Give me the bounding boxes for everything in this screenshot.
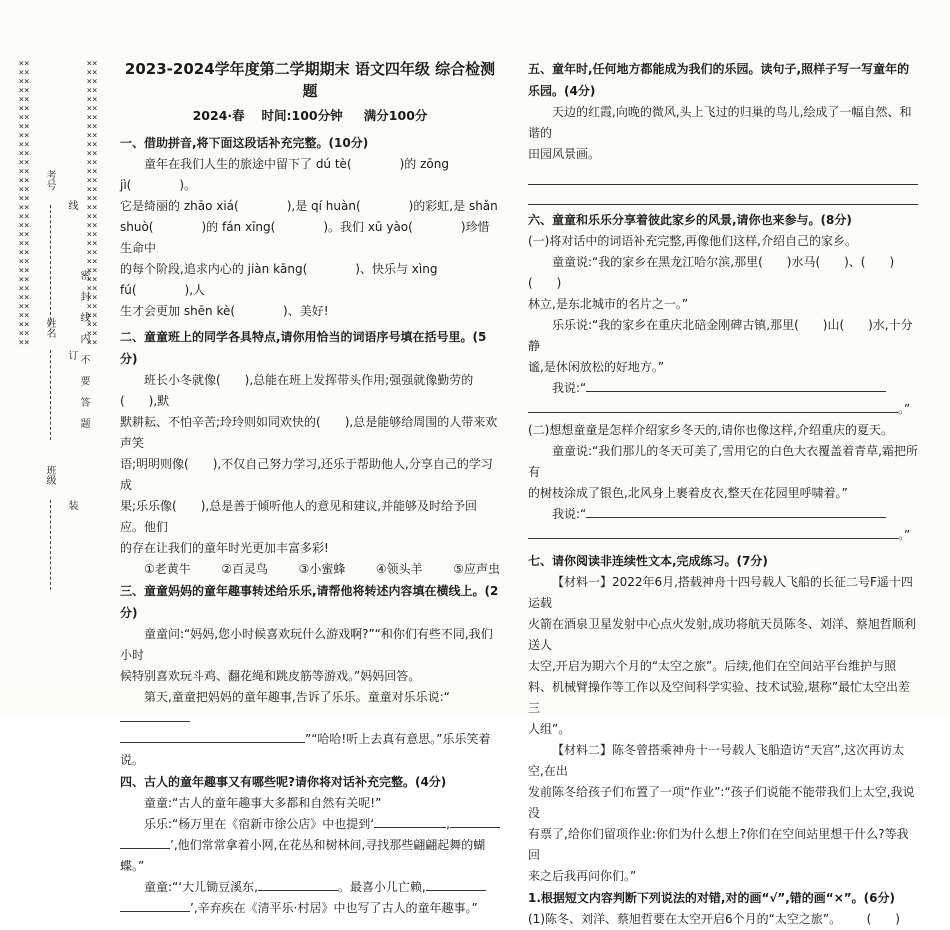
s4-text: ’,他们常常拿着小网,在花丛和树林间,寻找那些翩翩起舞的蝴蝶。” bbox=[120, 838, 486, 873]
option-item: ④领头羊 bbox=[375, 562, 423, 576]
answer-blank[interactable] bbox=[120, 848, 170, 849]
material-2-line: 【材料二】陈冬曾搭乘神舟十一号载人飞船造访“天宫”,这次再访太空,在出 bbox=[528, 743, 905, 778]
my-answer-label: 我说:“ bbox=[552, 507, 587, 521]
material-1-line: 【材料一】2022年6月,搭载神舟十四号载人飞船的长征二号F遥十四运载 bbox=[528, 575, 913, 610]
section-5-title: 五、童年时,任何地方都能成为我们的乐园。读句子,照样子写一写童年的乐园。(4分) bbox=[528, 62, 910, 98]
section-4-title: 四、古人的童年趣事又有哪些呢?请你将对话补充完整。(4分) bbox=[120, 775, 447, 789]
option-item: ⑤应声虫 bbox=[453, 562, 500, 576]
s1-line: 生才会更加 shēn kè( )、美好! bbox=[120, 304, 329, 318]
answer-blank[interactable] bbox=[120, 911, 190, 912]
exam-title: 2023-2024学年度第二学期期末 语文四年级 综合检测题 bbox=[124, 60, 496, 100]
s4-text: 童童:“‘大儿锄豆溪东, bbox=[144, 880, 258, 894]
s1-line: 它是绮丽的 zhāo xiá( ),是 qí huàn( )的彩虹,是 shǎn bbox=[120, 199, 498, 213]
class-line bbox=[50, 500, 51, 590]
seal-warning: 密 封 线 内 不 要 答 题 bbox=[78, 270, 89, 433]
answer-blank[interactable] bbox=[528, 538, 898, 539]
s7-item bbox=[528, 909, 918, 930]
s4-line bbox=[120, 814, 500, 835]
s6-line: 谧,是休闲放松的好地方。” bbox=[528, 360, 665, 374]
answer-blank[interactable] bbox=[120, 742, 305, 743]
s2-line: 默耕耘、不怕辛苦;玲玲则如同欢快的( ),总是能够给周围的人带来欢声笑 bbox=[120, 415, 498, 450]
s3-line: 候特别喜欢玩斗鸡、翻花绳和跳皮筋等游戏。”妈妈回答。 bbox=[120, 669, 421, 683]
answer-line[interactable] bbox=[528, 185, 918, 205]
s2-line: 班长小冬就像( ),总能在班上发挥带头作用;强强就像勤劳的( ),默 bbox=[120, 373, 474, 408]
quote-end: 。” bbox=[898, 402, 911, 416]
section-1-title: 一、借助拼音,将下面这段话补充完整。(10分) bbox=[120, 136, 369, 150]
s4-text: 乐乐:“杨万里在《宿新市徐公店》中也提到‘ bbox=[144, 817, 375, 831]
s4-line bbox=[120, 898, 500, 919]
answer-blank[interactable] bbox=[450, 827, 500, 828]
zhuang-mark: 装 bbox=[66, 500, 77, 510]
answer-blank[interactable] bbox=[426, 890, 486, 891]
s2-line: 的存在让我们的童年时光更加丰富多彩! bbox=[120, 541, 329, 555]
section-6-title: 六、童童和乐乐分享着彼此家乡的风景,请你也来参与。(8分) bbox=[528, 213, 852, 227]
s6-q2: (二)想想童童是怎样介绍家乡冬天的,请你也像这样,介绍重庆的夏天。 bbox=[528, 423, 893, 437]
s6-line: 童童说:“我的家乡在黑龙江哈尔滨,那里( )水马( )、( )( ) bbox=[528, 255, 895, 290]
s2-line: 果;乐乐像( ),总是善于倾听他人的意见和建议,并能够及时给予回应。他们 bbox=[120, 499, 478, 534]
s6-me bbox=[528, 504, 918, 525]
left-column bbox=[120, 58, 500, 919]
material-1-line: 料、机械臂操作等工作以及空间科学实验、技术试验,堪称”最忙太空出差三 bbox=[528, 680, 911, 715]
s3-line bbox=[120, 687, 500, 729]
answer-blank[interactable] bbox=[528, 412, 898, 413]
s5-example: 田园风景画。 bbox=[528, 147, 601, 161]
s6-me bbox=[528, 525, 918, 546]
name-line bbox=[50, 350, 51, 440]
my-answer-label: 我说:“ bbox=[552, 381, 587, 395]
s6-line: 林立,是东北城市的名片之一。” bbox=[528, 297, 689, 311]
s3-line4-text: ”“哈哈!听上去真有意思。”乐乐笑着说。 bbox=[120, 732, 491, 767]
s4-line bbox=[120, 835, 500, 877]
s2-options bbox=[120, 559, 500, 580]
s6-line: 童童说:“我们那儿的冬天可美了,雪用它的白色大衣覆盖着青草,霜把所有 bbox=[528, 444, 918, 479]
name-label: 姓名 bbox=[44, 318, 55, 338]
xian-mark: 线 bbox=[66, 200, 77, 210]
section-7-title: 七、请你阅读非连续性文本,完成练习。(7分) bbox=[528, 554, 768, 568]
s1-line: 童年在我们人生的旅途中留下了 dú tè( )的 zōng jì( )。 bbox=[120, 157, 449, 192]
binding-margin bbox=[18, 60, 113, 660]
section-2-title: 二、童童班上的同学各具特点,请你用恰当的词语序号填在括号里。(5分) bbox=[120, 330, 487, 366]
section-3-title: 三、童童妈妈的童年趣事转述给乐乐,请帮他将转述内容填在横线上。(2分) bbox=[120, 584, 499, 620]
ding-mark: 订 bbox=[66, 350, 77, 360]
answer-blank[interactable] bbox=[258, 890, 338, 891]
s2-line: 语;明明则像( ),不仅自己努力学习,还乐于帮助他人,分享自己的学习成 bbox=[120, 457, 493, 492]
exam-no-label: 考号 bbox=[44, 170, 55, 190]
exam-no-line bbox=[50, 205, 51, 325]
s1-line: shuò( )的 fán xīng( )。我们 xū yào( )珍惜生命中 bbox=[120, 220, 490, 255]
exam-subtitle: 2024·春 时间:100分钟 满分100分 bbox=[192, 108, 428, 123]
material-2-line: 发前陈冬给孩子们布置了一项“作业”:“孩子们说能不能带我们上太空,我说没 bbox=[528, 785, 915, 820]
option-item: ②百灵鸟 bbox=[221, 562, 269, 576]
s7-item-text: (1)陈冬、刘洋、蔡旭哲要在太空开启6个月的“太空之旅”。 bbox=[528, 912, 842, 926]
material-1-line: 人组”。 bbox=[528, 722, 571, 736]
right-column bbox=[528, 58, 918, 930]
answer-blank[interactable] bbox=[586, 391, 886, 392]
option-item: ①老黄牛 bbox=[144, 562, 191, 576]
s4-text: , bbox=[446, 817, 450, 831]
class-label: 班级 bbox=[44, 465, 55, 485]
s6-me bbox=[528, 399, 918, 420]
s5-example: 天边的红霞,向晚的微风,头上飞过的归巢的鸟儿,绘成了一幅自然、和谐的 bbox=[528, 105, 912, 140]
answer-blank[interactable] bbox=[374, 827, 446, 828]
s3-line: 童童问:“妈妈,您小时候喜欢玩什么游戏啊?”“和你们有些不同,我们小时 bbox=[120, 627, 493, 662]
material-2-line: 来之后我再问你们。” bbox=[528, 869, 637, 883]
s4-line bbox=[120, 877, 500, 898]
s7-q1: 1.根据短文内容判断下列说法的对错,对的画“√”,错的画“×”。(6分) bbox=[528, 891, 895, 905]
s6-line: 的树枝涂成了银色,北风身上裹着皮衣,整天在花园里呼啸着。” bbox=[528, 486, 848, 500]
s4-text: 。最喜小儿亡赖, bbox=[337, 880, 426, 894]
s6-q1: (一)将对话中的词语补充完整,再像他们这样,介绍自己的家乡。 bbox=[528, 234, 857, 248]
s4-line: 童童:“古人的童年趣事大多都和自然有关呢!” bbox=[144, 796, 382, 810]
cross-line-inner: ×××××××××××××××××××××××××××××××××××××××××××××××××××××××××××××××× bbox=[86, 59, 98, 348]
s6-me bbox=[528, 378, 918, 399]
s3-line3-text: 第天,童童把妈妈的童年趣事,告诉了乐乐。童童对乐乐说:“ bbox=[144, 690, 450, 704]
material-2-line: 有票了,给你们留项作业:你们为什么想上?你们在空间站里想干什么?等我回 bbox=[528, 827, 909, 862]
material-1-line: 火箭在酒泉卫星发射中心点火发射,成功将航天员陈冬、刘洋、蔡旭哲顺利送人 bbox=[528, 617, 916, 652]
answer-blank[interactable] bbox=[586, 517, 886, 518]
s4-text: ’,辛弃疾在《清平乐·村居》中也写了古人的童年趣事。” bbox=[190, 901, 478, 915]
quote-end: 。” bbox=[898, 528, 911, 542]
option-item: ③小蜜蜂 bbox=[298, 562, 346, 576]
material-1-line: 太空,开启为期六个月的“太空之旅”。后续,他们在空间站平台维护与照 bbox=[528, 659, 897, 673]
s6-line: 乐乐说:“我的家乡在重庆北碚金刚碑古镇,那里( )山( )水,十分静 bbox=[528, 318, 913, 353]
answer-blank[interactable] bbox=[120, 721, 190, 722]
s3-line bbox=[120, 729, 500, 771]
judge-paren[interactable]: ( ) bbox=[866, 912, 900, 926]
cross-line-outer: ×××××××××××××××××××××××××××××××××××××××××××××××××××××××××××××××× bbox=[18, 59, 30, 348]
answer-line[interactable] bbox=[528, 165, 918, 185]
s1-line: 的每个阶段,追求内心的 jiàn kāng( )、快乐与 xìng fú( ),人 bbox=[120, 262, 438, 297]
